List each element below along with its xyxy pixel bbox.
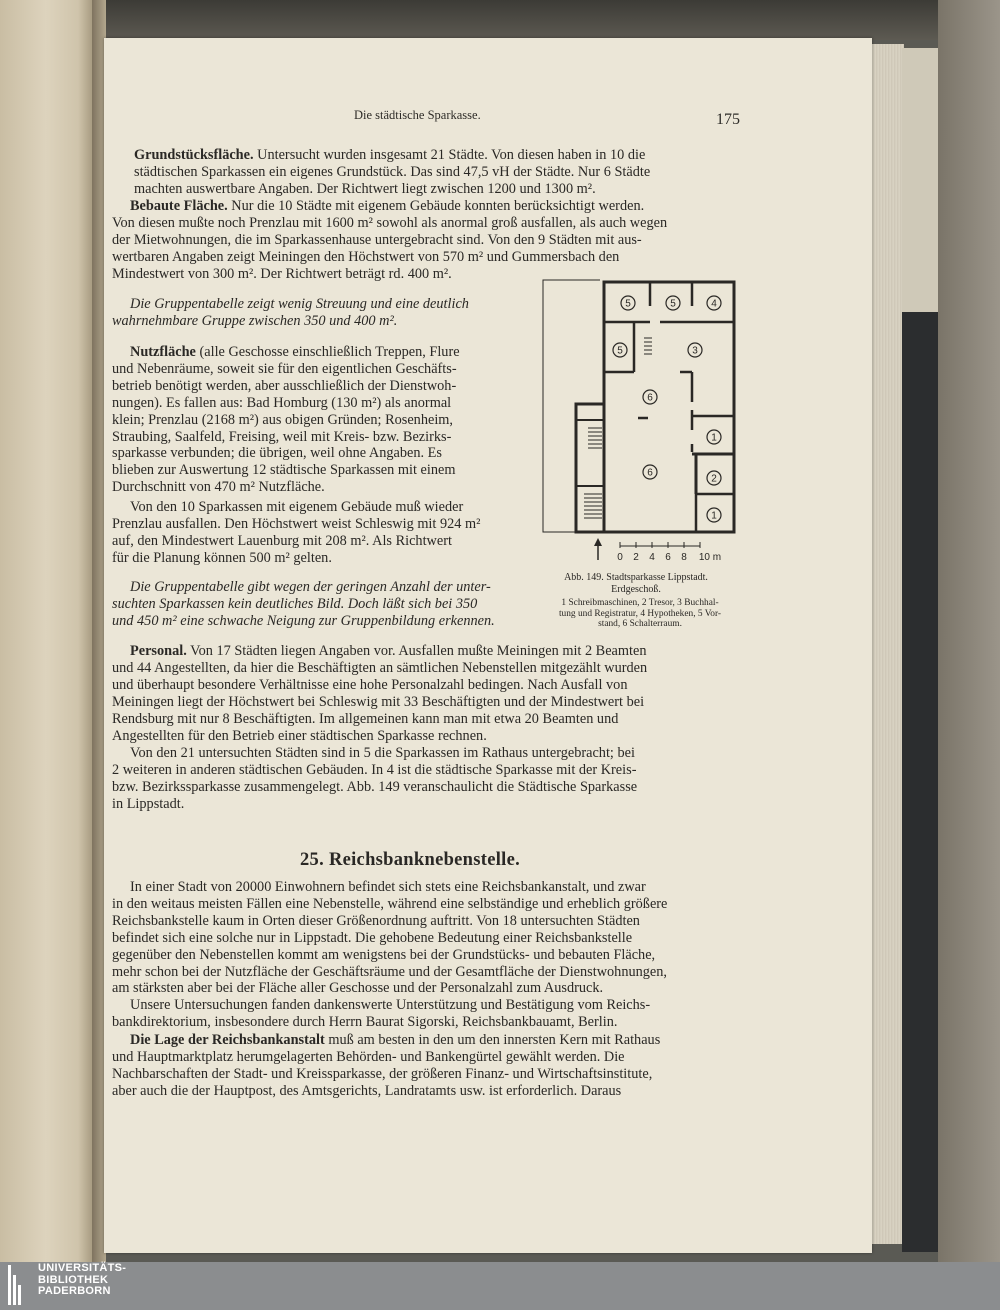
svg-text:5: 5 bbox=[617, 345, 623, 357]
scan-top-background bbox=[0, 0, 1000, 40]
text-line: Prenzlau ausfallen. Den Höchstwert weist Schleswig mit 924 m² bbox=[112, 515, 481, 532]
text-line: und 44 Angestellten, da hier die Beschäftigten an sämtlichen Nebenstellen mitgezählt wurden bbox=[112, 659, 648, 676]
text-line: klein; Prenzlau (2168 m²) aus obigen Gründen; Rosenheim, bbox=[112, 411, 453, 428]
room-label bbox=[707, 296, 721, 310]
text-line: Straubing, Saalfeld, Freising, weil mit Kreis- bzw. Bezirks- bbox=[112, 428, 452, 445]
legend-line: stand, 6 Schalterraum. bbox=[598, 619, 682, 630]
scale-label: 4 bbox=[649, 552, 655, 563]
text-line: wahrnehmbare Gruppe zwischen 350 und 400 m². bbox=[112, 312, 398, 329]
logo-text-line: UNIVERSITÄTS- bbox=[38, 1262, 127, 1274]
room-label bbox=[707, 471, 721, 485]
room-label bbox=[666, 296, 680, 310]
book-cover-dark bbox=[902, 312, 940, 1252]
svg-text:4: 4 bbox=[711, 298, 717, 310]
svg-text:3: 3 bbox=[692, 345, 698, 357]
paragraph-grundstuecksflaeche bbox=[134, 147, 739, 198]
left-page-edge bbox=[0, 0, 92, 1262]
text-line: machten auswertbare Angaben. Der Richtwert liegt zwischen 1200 und 1300 m². bbox=[134, 180, 596, 197]
page-number: 175 bbox=[716, 111, 740, 128]
figure-caption-title: Abb. 149. Stadtsparkasse Lippstadt. bbox=[564, 572, 708, 583]
room-label bbox=[707, 430, 721, 444]
text-line: und überhaupt besondere Verhältnisse eine hohe Personalzahl bedingen. Nach Ausfall von bbox=[112, 676, 628, 693]
library-logo-icon bbox=[8, 1265, 24, 1305]
text-line: blieben zur Auswertung 12 städtische Sparkassen mit einem bbox=[112, 462, 456, 479]
text-line: der Mietwohnungen, die im Sparkassenhause untergebracht sind. Von den 9 Städten mit aus- bbox=[112, 231, 642, 248]
text-line: und Nebenräume, soweit sie für den eigentlichen Geschäfts- bbox=[112, 360, 457, 377]
text-line: bankdirektorium, insbesondere durch Herrn Baurat Sigorski, Reichsbankbauamt, Berlin. bbox=[112, 1013, 618, 1030]
text-line: städtischen Sparkassen ein eigenes Grundstück. Das sind 47,5 vH der Städte. Nur 6 Städte bbox=[134, 163, 651, 180]
text-line: Die Gruppentabelle gibt wegen der geringen Anzahl der unter- bbox=[130, 579, 491, 595]
text-line: suchten Sparkassen kein deutliches Bild. Doch läßt sich bei 350 bbox=[112, 595, 478, 612]
paragraph-bebaute-flaeche bbox=[112, 198, 739, 283]
text-line: Die Gruppentabelle zeigt wenig Streuung und eine deutlich bbox=[130, 296, 469, 312]
svg-text:6: 6 bbox=[647, 392, 653, 404]
text-line: Durchschnitt von 470 m² Nutzfläche. bbox=[112, 479, 325, 496]
figure-caption-subtitle: Erdgeschoß. bbox=[611, 583, 661, 595]
figure-caption bbox=[536, 572, 736, 595]
text-line: (alle Geschosse einschließlich Treppen, Flure bbox=[199, 344, 460, 360]
scale-bar bbox=[620, 542, 700, 548]
text-line: und Hauptmarktplatz herumgelagerten Behörden- und Bankengürtel gewählt werden. Die bbox=[112, 1048, 625, 1065]
text-line: Von diesen mußte noch Prenzlau mit 1600 m² sowohl als anormal groß ausfallen, als auch wegen bbox=[112, 214, 668, 231]
paragraph-heading: Nutzfläche bbox=[130, 344, 196, 360]
legend-line: tung und Registratur, 4 Hypotheken, 5 Vor- bbox=[558, 608, 722, 619]
svg-text:5: 5 bbox=[670, 298, 676, 310]
paragraph-rathaus bbox=[112, 745, 739, 813]
svg-text:6: 6 bbox=[647, 467, 653, 479]
paragraph-heading: Bebaute Fläche. bbox=[130, 198, 228, 214]
library-logo bbox=[14, 1263, 126, 1298]
text-line: aber auch die der Hauptpost, des Amtsgerichts, Landratamts usw. ist erforderlich. Daraus bbox=[112, 1082, 622, 1099]
paragraph-personal bbox=[112, 643, 739, 744]
svg-text:1: 1 bbox=[711, 510, 717, 522]
text-line: In einer Stadt von 20000 Einwohnern befindet sich stets eine Reichsbankanstalt, und zwar bbox=[130, 879, 646, 895]
text-line: auf, den Mindestwert Lauenburg mit 208 m². Als Richtwert bbox=[112, 532, 452, 549]
text-line: und 450 m² eine schwache Neigung zur Gruppenbildung erkennen. bbox=[112, 612, 495, 629]
running-header: Die städtische Sparkasse. bbox=[354, 108, 481, 122]
paragraph-heading: Grundstücksfläche. bbox=[134, 147, 254, 163]
note-group-table-1 bbox=[112, 296, 520, 330]
paragraph-lage bbox=[112, 1032, 739, 1100]
text-line: sparkasse verbunden; die übrigen, weil ohne Angaben. Es bbox=[112, 445, 442, 462]
book-spine-strip bbox=[938, 0, 1000, 1262]
room-label bbox=[621, 296, 635, 310]
text-line: bzw. Bezirkssparkasse zusammengelegt. Abb. 149 veranschaulicht die Städtische Sparkasse bbox=[112, 778, 638, 795]
scale-label: 0 bbox=[617, 552, 623, 563]
svg-text:5: 5 bbox=[625, 298, 631, 310]
text-line: Nachbarschaften der Stadt- und Kreissparkasse, der größeren Finanz- und Wirtschaftsinstitute, bbox=[112, 1065, 653, 1082]
room-label bbox=[643, 390, 657, 404]
scale-label: 6 bbox=[665, 552, 671, 563]
text-line: betrieb benötigt werden, aber ausschließlich der Dienstwoh- bbox=[112, 377, 457, 394]
text-line: Reichsbankstelle kaum in Orten dieser Größenordnung auftritt. Von 18 untersuchten Städten bbox=[112, 912, 640, 929]
text-line: befindet sich eine solche nur in Lippstadt. Die gehobene Bedeutung einer Reichsbankstelle bbox=[112, 929, 633, 946]
scale-label: 8 bbox=[681, 552, 687, 563]
paragraph-heading: Personal. bbox=[130, 643, 187, 659]
text-line: Von den 10 Sparkassen mit eigenem Gebäude muß wieder bbox=[130, 499, 464, 515]
room-label bbox=[643, 465, 657, 479]
paragraph-dank bbox=[112, 997, 739, 1031]
scale-label: 10 m bbox=[698, 552, 722, 563]
text-line: Von 17 Städten liegen Angaben vor. Ausfallen mußte Meiningen mit 2 Beamten bbox=[190, 643, 647, 659]
legend-line: 1 Schreibmaschinen, 2 Tresor, 3 Buchhal- bbox=[561, 598, 719, 608]
text-line: in Lippstadt. bbox=[112, 795, 185, 812]
text-line: für die Planung können 500 m² gelten. bbox=[112, 549, 332, 566]
scale-label: 2 bbox=[633, 552, 639, 563]
text-line: Von den 21 untersuchten Städten sind in 5 die Sparkassen im Rathaus untergebracht; bei bbox=[130, 745, 635, 761]
entrance-arrow-icon bbox=[594, 538, 602, 560]
note-group-table-2 bbox=[112, 579, 520, 630]
text-line: 2 weiteren in anderen städtischen Gebäuden. In 4 ist die städtische Sparkasse mit der Kreis- bbox=[112, 761, 637, 778]
paragraph-reichsbankanstalt bbox=[112, 879, 739, 997]
room-label bbox=[707, 508, 721, 522]
page-stack-edges bbox=[870, 44, 904, 1244]
text-line: mehr schon bei der Nutzfläche der Geschäftsräume und der Gesamtfläche der Dienstwohnungen, bbox=[112, 963, 667, 980]
logo-text-line: PADERBORN bbox=[38, 1285, 111, 1297]
floor-plan-figure bbox=[540, 276, 740, 566]
stairs-hatching bbox=[584, 338, 652, 518]
text-line: muß am besten in den um den innersten Kern mit Rathaus bbox=[328, 1032, 661, 1048]
stair-annex-top bbox=[576, 404, 604, 420]
paragraph-eigenes-gebaeude bbox=[112, 499, 520, 567]
section-heading: 25. Reichsbanknebenstelle. bbox=[300, 850, 521, 870]
text-line: nungen). Es fallen aus: Bad Homburg (130 m²) als anormal bbox=[112, 394, 452, 411]
room-label bbox=[688, 343, 702, 357]
text-line: Unsere Untersuchungen fanden dankenswerte Unterstützung und Bestätigung vom Reichs- bbox=[130, 997, 651, 1013]
room-label bbox=[613, 343, 627, 357]
text-line: Angestellten für den Betrieb einer städtischen Sparkasse rechnen. bbox=[112, 727, 487, 744]
text-line: Mindestwert von 300 m². Der Richtwert beträgt rd. 400 m². bbox=[112, 265, 452, 282]
text-line: am stärksten aber bei der Fläche aller Geschosse und der Personalzahl zum Ausdruck. bbox=[112, 980, 604, 997]
text-line: Meiningen liegt der Höchstwert bei Schleswig mit 33 Beschäftigten und der Mindestwert bei bbox=[112, 693, 645, 710]
figure-legend bbox=[536, 598, 744, 630]
stair-annex bbox=[576, 404, 604, 532]
text-line: Rendsburg mit nur 8 Beschäftigten. Im allgemeinen kann man mit etwa 20 Beamten und bbox=[112, 710, 619, 727]
paragraph-nutzflaeche bbox=[112, 344, 520, 496]
text-line: Untersucht wurden insgesamt 21 Städte. Von diesen haben in 10 die bbox=[257, 147, 646, 163]
text-line: wertbaren Angaben zeigt Meiningen den Höchstwert von 570 m² und Gummersbach den bbox=[112, 248, 620, 265]
footer-bar bbox=[0, 1262, 1000, 1310]
svg-text:1: 1 bbox=[711, 432, 717, 444]
svg-text:2: 2 bbox=[711, 473, 717, 485]
text-line: gegenüber den Nebenstellen kommt am wenigstens bei der Grundstücks- und bebauten Fläche, bbox=[112, 946, 656, 963]
text-line: in den weitaus meisten Fällen eine Nebenstelle, während eine selbständige und erheblich größere bbox=[112, 895, 668, 912]
paragraph-heading: Die Lage der Reichsbankanstalt bbox=[130, 1032, 325, 1048]
text-line: Nur die 10 Städte mit eigenem Gebäude konnten berücksichtigt werden. bbox=[231, 198, 645, 214]
logo-text-line: BIBLIOTHEK bbox=[38, 1273, 109, 1286]
